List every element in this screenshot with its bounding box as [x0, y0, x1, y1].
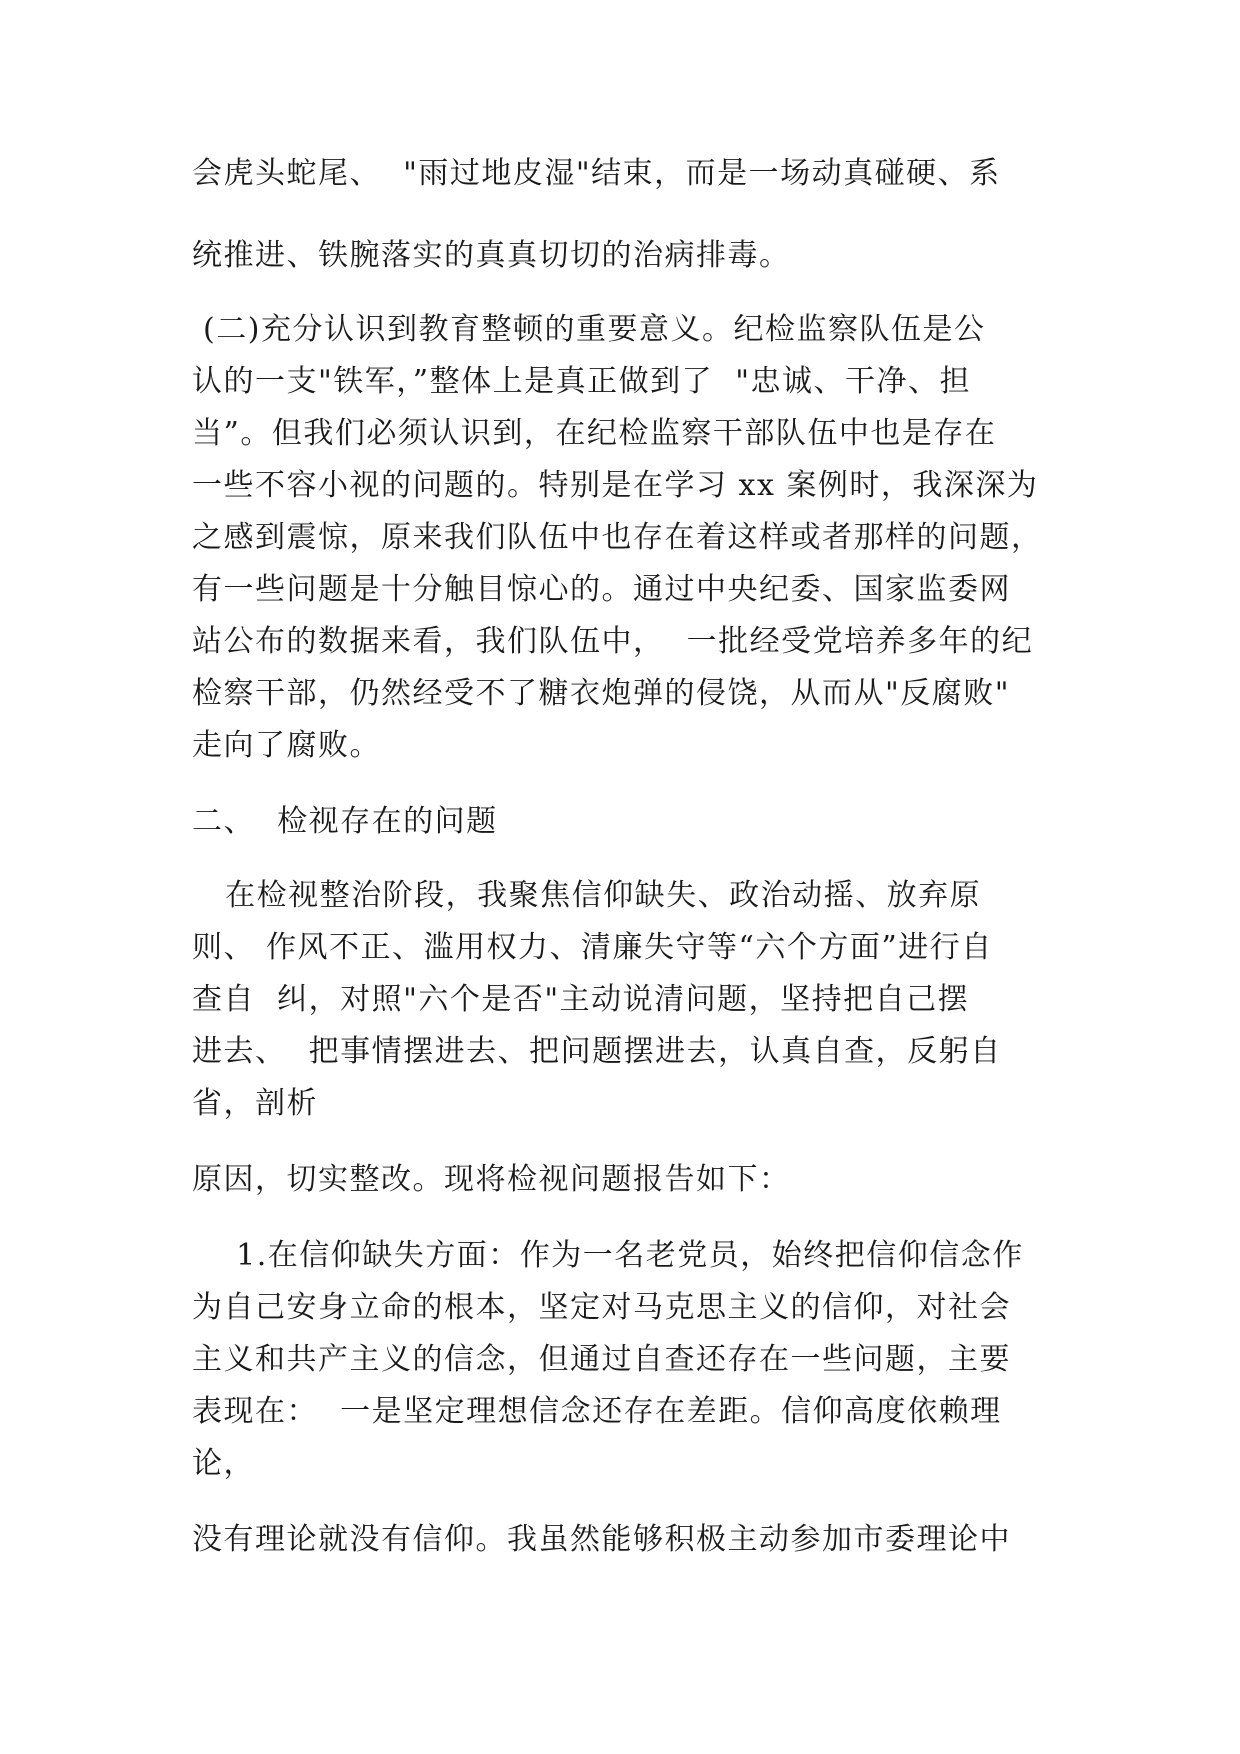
- text-line: 站公布的数据来看，我们队伍中， 一批经受党培养多年的纪: [192, 624, 1034, 659]
- text-line: 在检视整治阶段，我聚焦信仰缺失、政治动摇、放弃原: [192, 878, 982, 913]
- text-line: 省，剖析: [192, 1086, 318, 1121]
- text-line: 一些不容小视的问题的。特别是在学习 xx 案例时，我深深为: [192, 468, 1039, 503]
- text-line: 1.在信仰缺失方面：作为一名老党员，始终把信仰信念作: [192, 1238, 1024, 1273]
- text-line: 查自 纠，对照"六个是否"主动说清问题，坚持把自己摆: [192, 982, 970, 1017]
- text-line: 表现在： 一是坚定理想信念还存在差距。信仰高度依赖理: [192, 1394, 1002, 1429]
- text-line: 进去、 把事情摆进去、把问题摆进去，认真自查，反躬自: [192, 1034, 1002, 1069]
- section-heading: 二、 检视存在的问题: [192, 804, 498, 839]
- text-line: 有一些问题是十分触目惊心的。通过中央纪委、国家监委网: [192, 572, 1011, 607]
- text-line: 之感到震惊，原来我们队伍中也存在着这样或者那样的问题，: [192, 520, 1043, 555]
- text-line: 为自己安身立命的根本，坚定对马克思主义的信仰，对社会: [192, 1290, 1011, 1325]
- text-line: 论，: [192, 1446, 255, 1481]
- text-line: 统推进、铁腕落实的真真切切的治病排毒。: [192, 238, 791, 273]
- text-line: 则、 作风不正、滥用权力、清廉失守等“六个方面”进行自: [192, 930, 993, 965]
- text-line: 原因，切实整改。现将检视问题报告如下：: [192, 1162, 791, 1197]
- text-line: 认的一支"铁军，”整体上是真正做到了 "忠诚、干净、担: [192, 364, 972, 399]
- text-line: 主义和共产主义的信念，但通过自查还存在一些问题，主要: [192, 1342, 1011, 1377]
- text-line: 会虎头蛇尾、 "雨过地皮湿"结束，而是一场动真碰硬、系: [192, 156, 1001, 191]
- text-line: 检察干部，仍然经受不了糖衣炮弹的侵饶，从而从"反腐败": [192, 676, 1011, 711]
- text-line: 没有理论就没有信仰。我虽然能够积极主动参加市委理论中: [192, 1522, 1011, 1557]
- text-line: (二)充分认识到教育整顿的重要意义。纪检监察队伍是公: [192, 312, 986, 347]
- text-line: 当”。但我们必须认识到，在纪检监察干部队伍中也是存在: [192, 416, 997, 451]
- text-line: 走向了腐败。: [192, 728, 381, 763]
